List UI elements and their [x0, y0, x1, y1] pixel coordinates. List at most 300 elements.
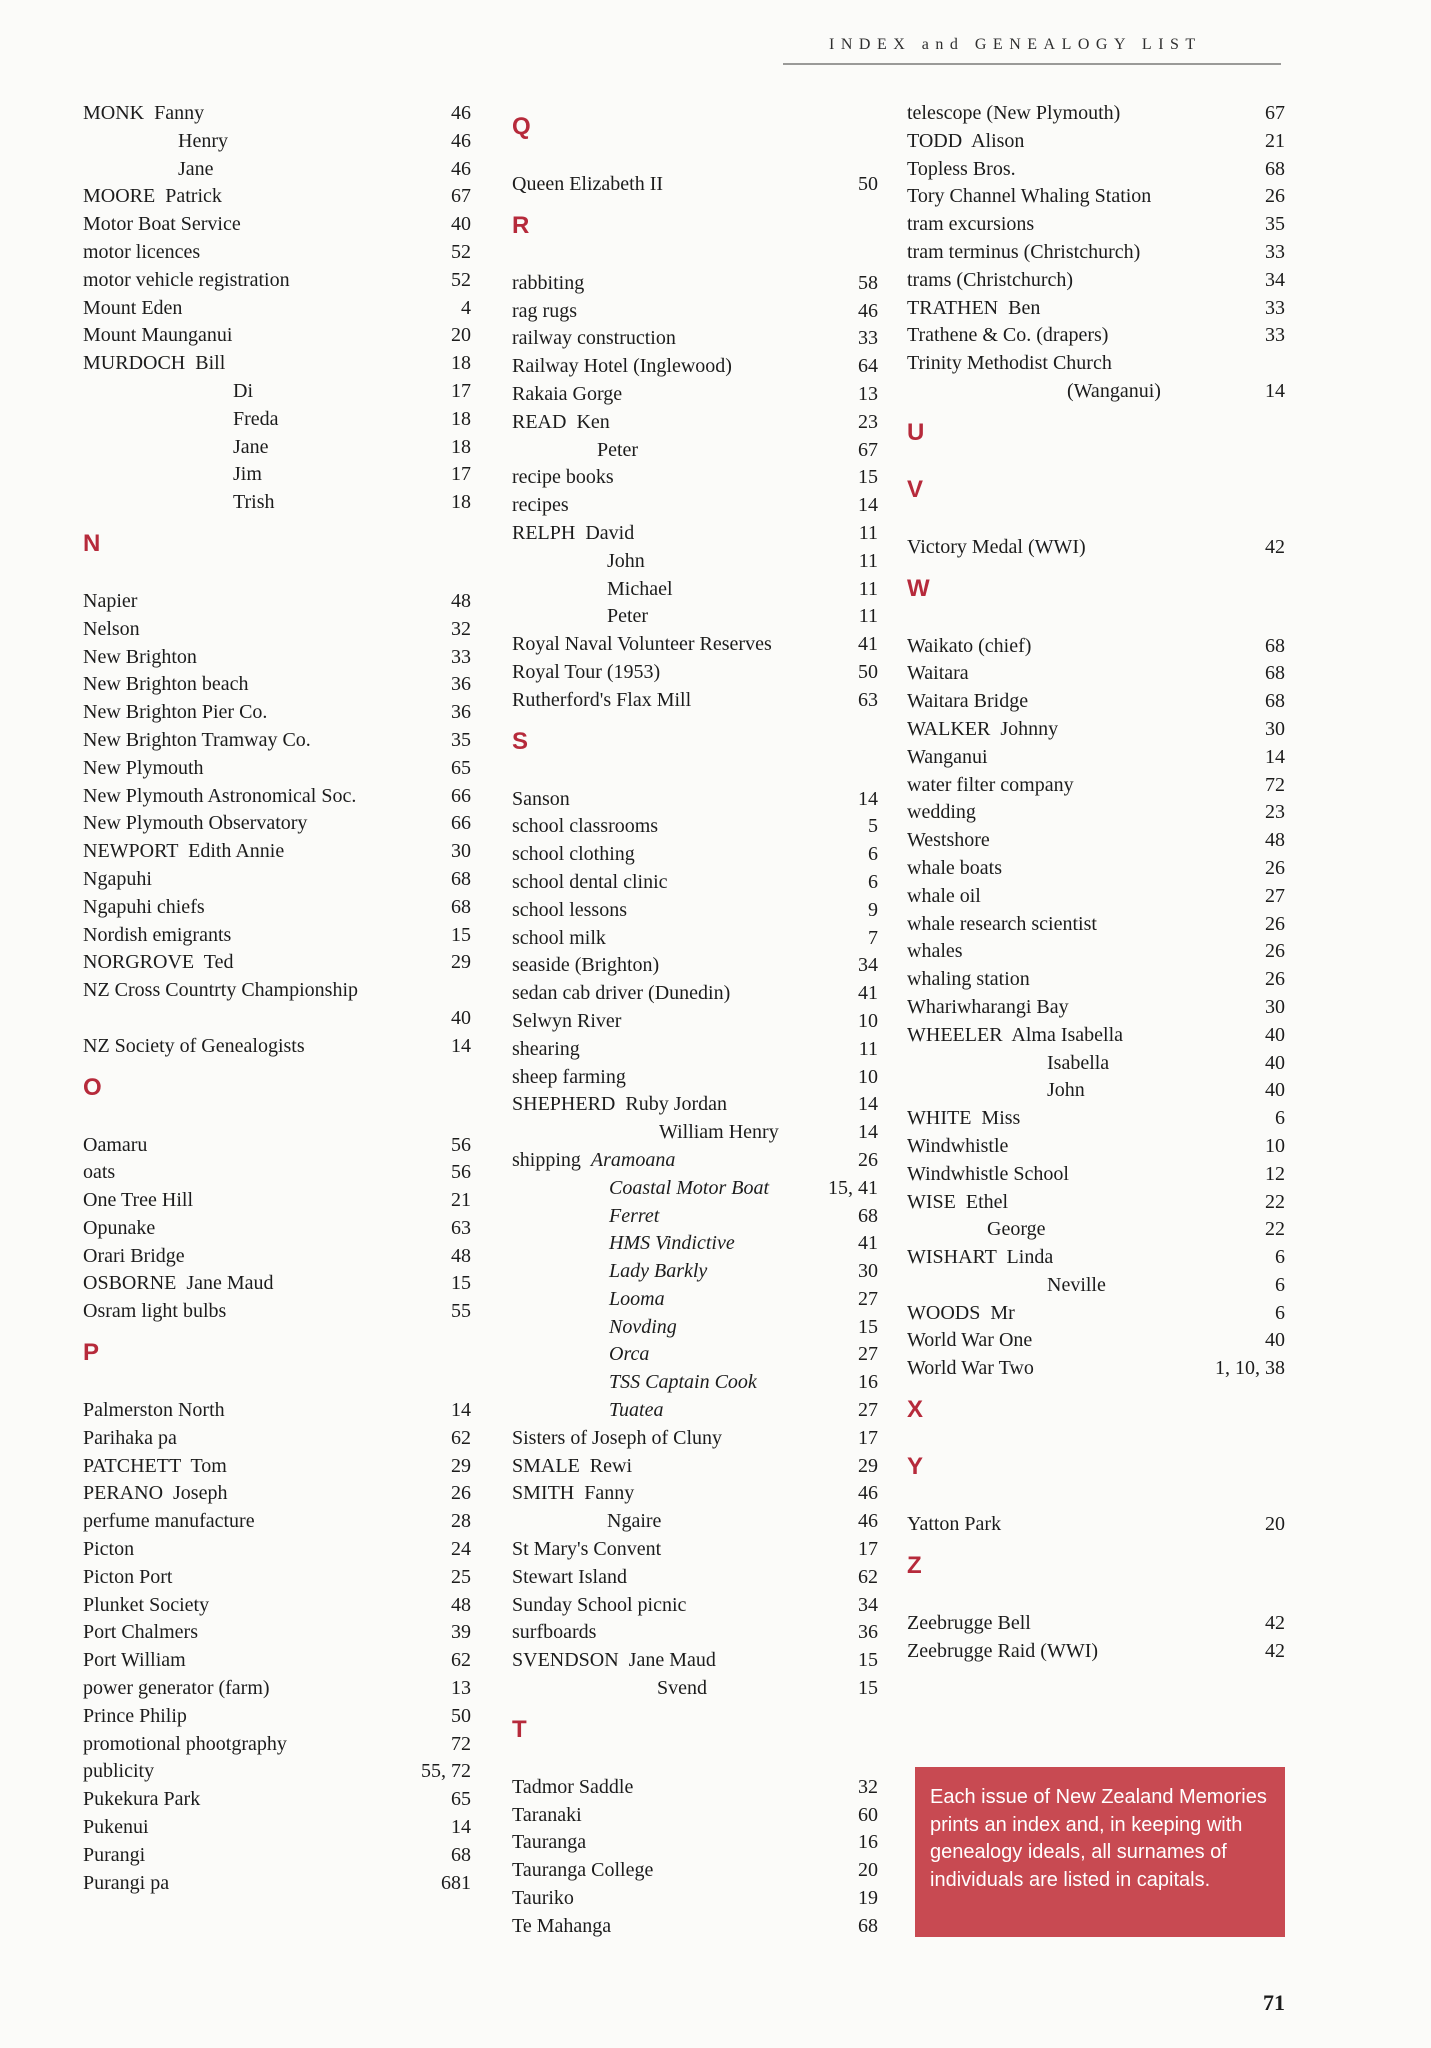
index-entry	[907, 534, 1285, 562]
entry-page-numbers: 33	[451, 645, 471, 668]
entry-page-numbers: 26	[451, 1482, 471, 1505]
entry-label: school lessons	[512, 898, 627, 921]
entry-page-numbers: 65	[451, 756, 471, 779]
index-entry	[83, 295, 471, 323]
entry-label: Ngapuhi chiefs	[83, 895, 205, 918]
entry-page-numbers: 10	[858, 1065, 878, 1088]
entry-page-numbers: 30	[451, 840, 471, 863]
entry-page-numbers: 40	[1265, 1079, 1285, 1102]
entry-label: Michael	[607, 577, 673, 600]
index-entry	[907, 799, 1285, 827]
index-entry	[512, 325, 878, 353]
entry-page-numbers: 10	[1265, 1134, 1285, 1157]
entry-page-numbers: 63	[451, 1216, 471, 1239]
entry-label: shearing	[512, 1037, 580, 1060]
entry-page-numbers: 68	[858, 1204, 878, 1227]
index-entry	[83, 727, 471, 755]
index-entry	[83, 1675, 471, 1703]
index-entry	[512, 1147, 878, 1175]
entry-page-numbers: 26	[1265, 856, 1285, 879]
index-entry	[83, 239, 471, 267]
entry-label: NZ Society of Genealogists	[83, 1034, 305, 1057]
entry-page-numbers: 23	[1265, 801, 1285, 824]
index-entry	[512, 381, 878, 409]
section-letter-w: W	[907, 574, 930, 602]
entry-page-numbers: 17	[451, 463, 471, 486]
entry-page-numbers: 15	[451, 923, 471, 946]
index-entry	[512, 1857, 878, 1885]
entry-page-numbers: 24	[451, 1538, 471, 1561]
entry-page-numbers: 32	[858, 1775, 878, 1798]
index-entry	[512, 1036, 878, 1064]
entry-page-numbers: 58	[858, 271, 878, 294]
entry-page-numbers: 17	[858, 1538, 878, 1561]
entry-page-numbers: 14	[451, 1034, 471, 1057]
index-entry	[83, 699, 471, 727]
index-entry	[83, 406, 471, 434]
index-entry	[83, 1786, 471, 1814]
entry-label: NORGROVE Ted	[83, 951, 234, 974]
index-entry	[83, 1508, 471, 1536]
entry-label: whaling station	[907, 968, 1030, 991]
index-entry	[83, 1842, 471, 1870]
section-letter-r: R	[512, 211, 530, 239]
index-entry	[83, 866, 471, 894]
entry-label: Sunday School picnic	[512, 1593, 687, 1616]
entry-page-numbers: 33	[1265, 296, 1285, 319]
entry-page-numbers: 20	[858, 1859, 878, 1882]
entry-page-numbers: 10	[858, 1009, 878, 1032]
index-entry	[512, 1885, 878, 1913]
entry-label: power generator (farm)	[83, 1677, 270, 1700]
entry-page-numbers: 16	[858, 1831, 878, 1854]
index-entry	[512, 1675, 878, 1703]
entry-label: TRATHEN Ben	[907, 296, 1041, 319]
index-entry	[512, 1829, 878, 1857]
index-entry	[83, 616, 471, 644]
entry-page-numbers: 68	[1265, 662, 1285, 685]
index-entry	[83, 350, 471, 378]
entry-page-numbers: 11	[858, 605, 878, 628]
entry-label: Svend	[657, 1677, 707, 1700]
entry-page-numbers: 50	[451, 1704, 471, 1727]
index-entry	[907, 322, 1285, 350]
index-entry	[512, 1314, 878, 1342]
entry-label: Jim	[233, 463, 262, 486]
entry-page-numbers: 33	[1265, 240, 1285, 263]
entry-page-numbers: 26	[1265, 912, 1285, 935]
index-entry	[83, 1647, 471, 1675]
entry-page-numbers: 6	[868, 870, 878, 893]
entry-page-numbers: 29	[451, 951, 471, 974]
index-entry	[83, 922, 471, 950]
entry-label: New Brighton beach	[83, 673, 249, 696]
entry-page-numbers: 21	[451, 1189, 471, 1212]
entry-page-numbers: 14	[451, 1816, 471, 1839]
section-letter-x: X	[907, 1396, 924, 1424]
index-entry	[512, 1453, 878, 1481]
index-entry	[907, 1189, 1285, 1217]
index-entry	[907, 855, 1285, 883]
entry-label: Zeebrugge Raid (WWI)	[907, 1639, 1099, 1662]
index-entry	[512, 492, 878, 520]
entry-page-numbers: 40	[451, 213, 471, 236]
index-entry	[512, 1592, 878, 1620]
index-entry	[83, 894, 471, 922]
entry-label: Purangi pa	[83, 1871, 170, 1894]
entry-page-numbers: 681	[441, 1871, 471, 1894]
index-entry	[83, 489, 471, 517]
index-entry	[83, 1814, 471, 1842]
entry-page-numbers: 15	[451, 1272, 471, 1295]
entry-page-numbers: 62	[451, 1426, 471, 1449]
index-entry	[907, 1050, 1285, 1078]
entry-label: sheep farming	[512, 1065, 626, 1088]
entry-label: WHEELER Alma Isabella	[907, 1023, 1124, 1046]
entry-page-numbers: 34	[858, 954, 878, 977]
index-entry	[512, 520, 878, 548]
index-entry	[512, 603, 878, 631]
entry-page-numbers: 18	[451, 491, 471, 514]
entry-label: Wanganui	[907, 745, 988, 768]
index-entry	[83, 1397, 471, 1425]
index-entry	[512, 1064, 878, 1092]
index-entry	[83, 1870, 471, 1898]
entry-label: New Plymouth	[83, 756, 204, 779]
index-entry	[907, 1216, 1285, 1244]
index-entry	[83, 378, 471, 406]
entry-label: Jane	[233, 435, 269, 458]
index-entry	[907, 1300, 1285, 1328]
index-entry	[907, 128, 1285, 156]
index-entry	[512, 631, 878, 659]
index-entry	[512, 1619, 878, 1647]
entry-page-numbers: 56	[451, 1161, 471, 1184]
entry-label: Opunake	[83, 1216, 156, 1239]
entry-page-numbers: 18	[451, 435, 471, 458]
entry-label: recipe books	[512, 466, 614, 489]
entry-page-numbers: 35	[1265, 213, 1285, 236]
entry-label: Ferret	[609, 1204, 660, 1227]
entry-label: Orari Bridge	[83, 1244, 185, 1267]
entry-label: Motor Boat Service	[83, 213, 241, 236]
entry-label: Tauriko	[512, 1887, 574, 1910]
entry-label: WALKER Johnny	[907, 717, 1059, 740]
index-entry	[83, 434, 471, 462]
entry-page-numbers: 30	[1265, 717, 1285, 740]
entry-label: Tory Channel Whaling Station	[907, 185, 1152, 208]
entry-label: railway construction	[512, 327, 676, 350]
entry-page-numbers: 72	[1265, 773, 1285, 796]
index-entry	[907, 1272, 1285, 1300]
index-entry	[83, 1215, 471, 1243]
entry-page-numbers: 33	[858, 327, 878, 350]
entry-label: Pukenui	[83, 1816, 149, 1839]
entry-page-numbers: 26	[1265, 968, 1285, 991]
entry-label: wedding	[907, 801, 976, 824]
index-entry	[907, 883, 1285, 911]
index-entry	[83, 755, 471, 783]
entry-page-numbers: 39	[451, 1621, 471, 1644]
index-entry	[83, 461, 471, 489]
entry-label: New Plymouth Observatory	[83, 812, 308, 835]
entry-label: Plunket Society	[83, 1593, 210, 1616]
entry-label: Oamaru	[83, 1133, 148, 1156]
index-entry	[83, 1159, 471, 1187]
index-entry	[907, 1511, 1285, 1539]
index-entry	[907, 378, 1285, 406]
entry-label: St Mary's Convent	[512, 1538, 662, 1561]
entry-label: school clothing	[512, 843, 635, 866]
entry-label: World War One	[907, 1329, 1033, 1352]
entry-label: Royal Tour (1953)	[512, 660, 661, 683]
index-entry	[512, 1913, 878, 1941]
entry-label: Rakaia Gorge	[512, 382, 623, 405]
index-entry	[83, 1270, 471, 1298]
index-entry	[907, 716, 1285, 744]
index-entry	[907, 239, 1285, 267]
entry-label: PERANO Joseph	[83, 1482, 228, 1505]
entry-page-numbers: 41	[858, 1232, 878, 1255]
entry-page-numbers: 48	[451, 589, 471, 612]
index-entry	[512, 298, 878, 326]
entry-page-numbers: 41	[858, 982, 878, 1005]
entry-label: Osram light bulbs	[83, 1300, 227, 1323]
entry-label: Looma	[609, 1287, 665, 1310]
entry-page-numbers: 17	[451, 379, 471, 402]
index-entry	[83, 1480, 471, 1508]
entry-page-numbers: 40	[1265, 1051, 1285, 1074]
entry-page-numbers: 27	[858, 1343, 878, 1366]
index-entry	[512, 869, 878, 897]
entry-page-numbers: 65	[451, 1788, 471, 1811]
index-entry	[512, 1258, 878, 1286]
entry-page-numbers: 18	[451, 407, 471, 430]
entry-page-numbers: 21	[1265, 129, 1285, 152]
index-entry	[512, 1802, 878, 1830]
entry-page-numbers: 68	[858, 1914, 878, 1937]
entry-page-numbers: 11	[858, 577, 878, 600]
entry-page-numbers: 14	[858, 787, 878, 810]
entry-label: Neville	[1047, 1273, 1106, 1296]
entry-page-numbers: 55, 72	[421, 1760, 471, 1783]
index-entry	[83, 1619, 471, 1647]
index-entry	[512, 409, 878, 437]
index-entry	[907, 966, 1285, 994]
index-entry	[83, 156, 471, 184]
index-entry	[83, 183, 471, 211]
index-entry	[512, 576, 878, 604]
genealogy-note-text: Each issue of New Zealand Memories prints an index and, in keeping with genealogy ideals, all surnames of individuals are listed in capitals.	[930, 1786, 1267, 1891]
entry-label: motor vehicle registration	[83, 268, 290, 291]
entry-page-numbers: 17	[858, 1426, 878, 1449]
index-entry	[512, 841, 878, 869]
entry-label: school dental clinic	[512, 870, 668, 893]
entry-label: Palmerston North	[83, 1399, 225, 1422]
entry-label: WOODS Mr	[907, 1301, 1015, 1324]
entry-label: Nordish emigrants	[83, 923, 232, 946]
section-letter-u: U	[907, 418, 925, 446]
entry-page-numbers: 14	[1265, 745, 1285, 768]
index-entry	[83, 949, 471, 977]
entry-label: Coastal Motor Boat	[609, 1176, 770, 1199]
section-letter-z: Z	[907, 1551, 922, 1579]
index-entry	[907, 350, 1285, 378]
entry-page-numbers: 28	[451, 1510, 471, 1533]
entry-page-numbers: 46	[858, 299, 878, 322]
entry-label: shipping Aramoana	[512, 1148, 676, 1171]
entry-page-numbers: 9	[868, 898, 878, 921]
entry-label: Peter	[597, 438, 639, 461]
entry-page-numbers: 62	[858, 1565, 878, 1588]
entry-page-numbers: 34	[858, 1593, 878, 1616]
entry-page-numbers: 15	[858, 1649, 878, 1672]
entry-label: Zeebrugge Bell	[907, 1611, 1031, 1634]
entry-page-numbers: 4	[461, 296, 471, 319]
entry-label: WHITE Miss	[907, 1107, 1021, 1130]
entry-page-numbers: 48	[451, 1593, 471, 1616]
entry-page-numbers: 35	[451, 728, 471, 751]
index-entry	[907, 827, 1285, 855]
entry-label: Westshore	[907, 829, 990, 852]
entry-page-numbers: 68	[451, 1843, 471, 1866]
entry-page-numbers: 68	[1265, 157, 1285, 180]
entry-page-numbers: 25	[451, 1565, 471, 1588]
entry-label: Tadmor Saddle	[512, 1775, 634, 1798]
section-letter-n: N	[83, 529, 101, 557]
index-entry	[512, 1647, 878, 1675]
entry-label: TODD Alison	[907, 129, 1025, 152]
entry-label: WISE Ethel	[907, 1190, 1009, 1213]
entry-label: John	[1047, 1079, 1085, 1102]
index-entry	[512, 1536, 878, 1564]
entry-label: Tauranga College	[512, 1859, 654, 1882]
index-entry	[83, 1005, 471, 1033]
entry-label: Jane	[178, 157, 214, 180]
index-entry	[512, 980, 878, 1008]
index-entry	[83, 810, 471, 838]
entry-label: Nelson	[83, 617, 140, 640]
entry-label: Pukekura Park	[83, 1788, 201, 1811]
entry-page-numbers: 48	[451, 1244, 471, 1267]
entry-label: perfume manufacture	[83, 1510, 255, 1533]
entry-label: Peter	[607, 605, 649, 628]
entry-label: tram terminus (Christchurch)	[907, 240, 1141, 263]
entry-label: Windwhistle School	[907, 1162, 1069, 1185]
index-entry	[907, 660, 1285, 688]
entry-page-numbers: 48	[1265, 829, 1285, 852]
section-letter-t: T	[512, 1715, 527, 1743]
entry-label: Waitara	[907, 662, 969, 685]
entry-page-numbers: 42	[1265, 1639, 1285, 1662]
entry-page-numbers: 40	[1265, 1329, 1285, 1352]
entry-label: NZ Cross Countrty Championship	[83, 979, 359, 1002]
index-entry	[907, 1638, 1285, 1666]
entry-page-numbers: 11	[858, 1037, 878, 1060]
entry-label: promotional phootgraphy	[83, 1732, 287, 1755]
entry-label: Ngapuhi	[83, 867, 152, 890]
section-letter-y: Y	[907, 1453, 924, 1481]
entry-label: telescope (New Plymouth)	[907, 102, 1121, 124]
index-entry	[907, 1355, 1285, 1383]
index-entry	[512, 1119, 878, 1147]
entry-page-numbers: 23	[858, 410, 878, 433]
entry-label: Waitara Bridge	[907, 690, 1029, 713]
entry-label: Queen Elizabeth II	[512, 173, 664, 195]
entry-page-numbers: 27	[1265, 884, 1285, 907]
entry-page-numbers: 67	[1265, 102, 1285, 124]
entry-label: school classrooms	[512, 815, 659, 838]
index-entry	[83, 1132, 471, 1160]
entry-page-numbers: 46	[451, 129, 471, 152]
index-column-3	[907, 100, 1285, 1665]
entry-page-numbers: 22	[1265, 1190, 1285, 1213]
index-entry	[512, 1369, 878, 1397]
index-entry	[512, 659, 878, 687]
entry-page-numbers: 30	[1265, 995, 1285, 1018]
index-entry	[83, 783, 471, 811]
entry-page-numbers: 60	[858, 1803, 878, 1826]
entry-label: OSBORNE Jane Maud	[83, 1272, 274, 1295]
entry-label: Trinity Methodist Church	[907, 352, 1112, 375]
index-entry	[512, 270, 878, 298]
entry-label: publicity	[83, 1760, 155, 1783]
index-entry	[512, 464, 878, 492]
entry-page-numbers: 55	[451, 1300, 471, 1323]
entry-page-numbers: 7	[868, 926, 878, 949]
entry-page-numbers: 1, 10, 38	[1215, 1357, 1285, 1380]
entry-label: Tuatea	[609, 1399, 664, 1422]
index-entry	[907, 100, 1285, 128]
index-entry	[83, 322, 471, 350]
entry-label: Purangi	[83, 1843, 146, 1866]
entry-page-numbers: 63	[858, 688, 878, 711]
entry-label: rabbiting	[512, 271, 585, 294]
index-entry	[83, 128, 471, 156]
section-letter-p: P	[83, 1339, 100, 1367]
index-entry	[907, 183, 1285, 211]
index-entry	[512, 1203, 878, 1231]
index-entry	[512, 1341, 878, 1369]
index-entry	[907, 211, 1285, 239]
entry-page-numbers: 12	[1265, 1162, 1285, 1185]
entry-page-numbers: 42	[1265, 535, 1285, 558]
entry-page-numbers: 6	[1275, 1273, 1285, 1296]
index-entry	[512, 1397, 878, 1425]
entry-label: Trathene & Co. (drapers)	[907, 324, 1109, 347]
index-entry	[907, 938, 1285, 966]
index-entry	[512, 1774, 878, 1802]
entry-label: water filter company	[907, 773, 1074, 796]
entry-page-numbers: 46	[858, 1510, 878, 1533]
entry-page-numbers: 6	[1275, 1246, 1285, 1269]
entry-label: World War Two	[907, 1357, 1034, 1380]
entry-page-numbers: 33	[1265, 324, 1285, 347]
index-entry	[83, 1425, 471, 1453]
entry-label: Tauranga	[512, 1831, 587, 1854]
entry-label: Freda	[233, 407, 279, 430]
entry-page-numbers: 22	[1265, 1218, 1285, 1241]
entry-label: Trish	[233, 491, 275, 514]
entry-page-numbers: 32	[451, 617, 471, 640]
entry-page-numbers: 66	[451, 784, 471, 807]
index-entry	[907, 1161, 1285, 1189]
entry-page-numbers: 29	[858, 1454, 878, 1477]
entry-page-numbers: 20	[1265, 1513, 1285, 1536]
entry-page-numbers: 27	[858, 1287, 878, 1310]
index-entry	[83, 977, 471, 1005]
entry-page-numbers: 14	[858, 494, 878, 517]
